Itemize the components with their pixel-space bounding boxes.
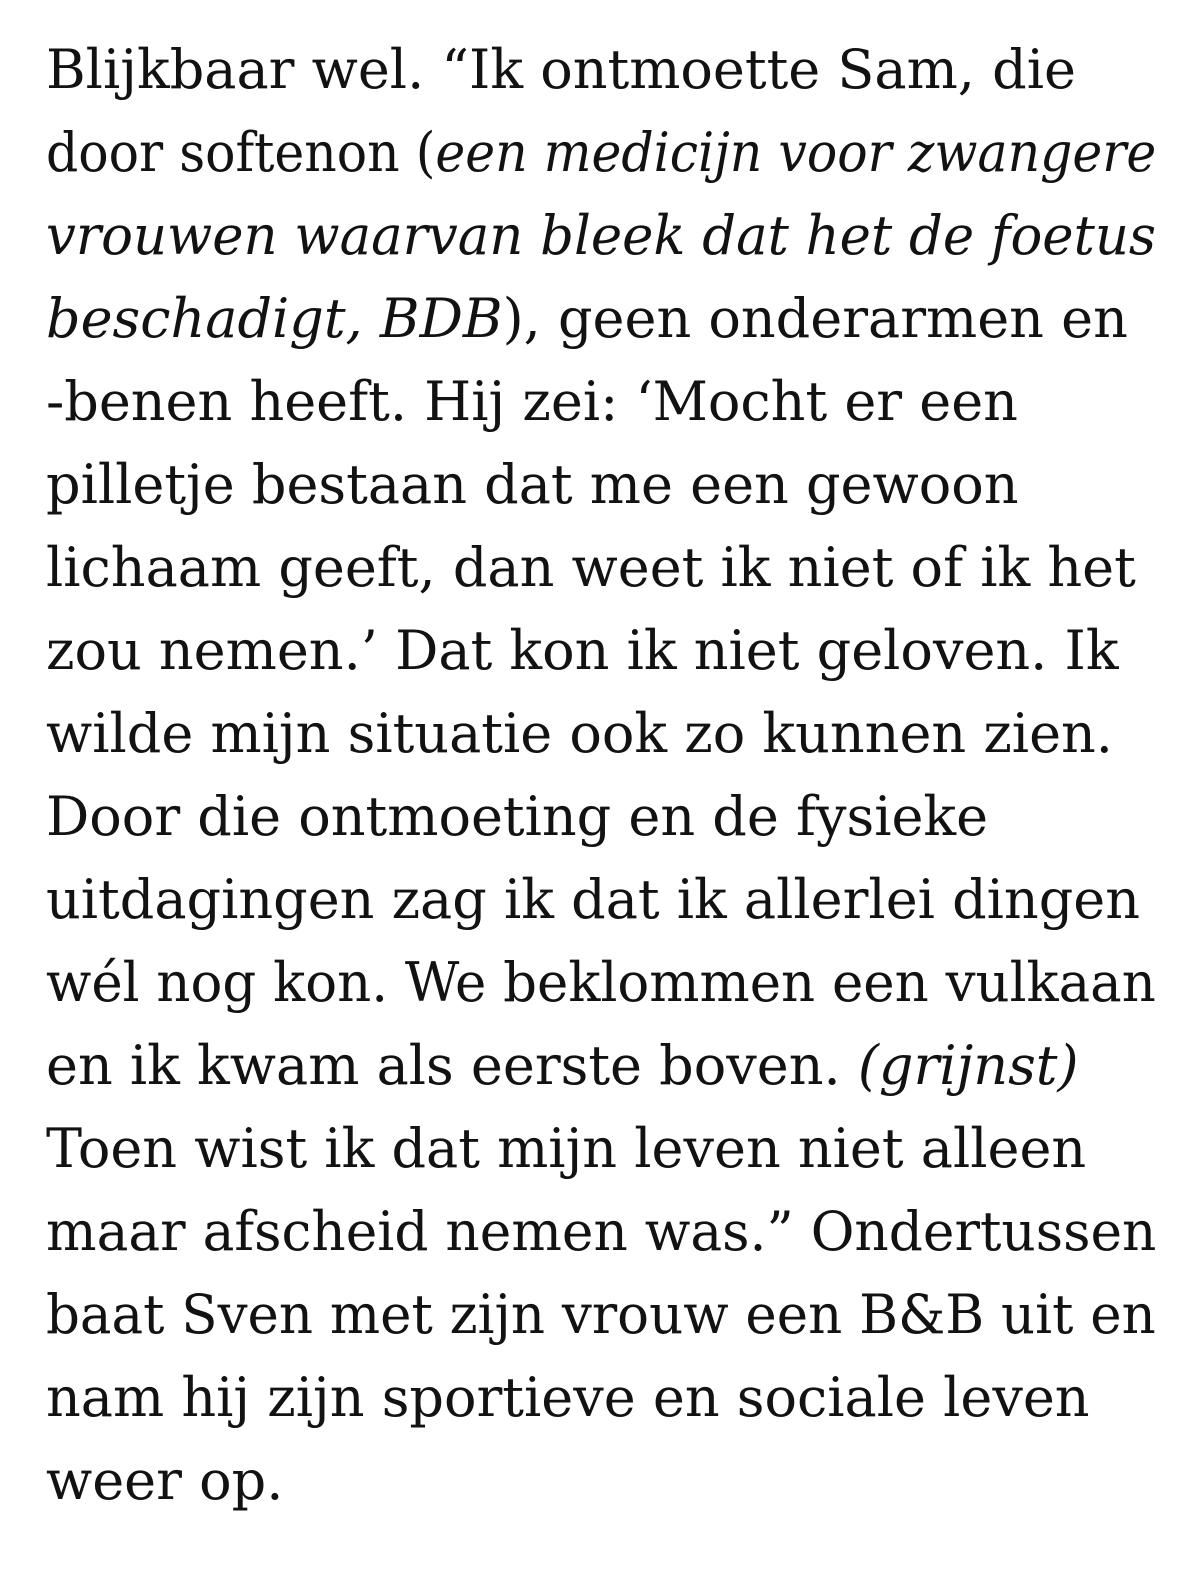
italic-text: vrouwen waarvan bleek dat het de foetus [46, 204, 1156, 267]
body-text: weer op. [46, 1449, 284, 1512]
body-text: en ik kwam als eerste boven. [46, 1034, 858, 1097]
body-text: Toen wist ik dat mijn leven niet alleen [46, 1117, 1087, 1180]
body-text: nam hij zijn sportieve en sociale leven [46, 1366, 1090, 1429]
body-text: uitdagingen zag ik dat ik allerlei dingen [46, 868, 1141, 931]
body-text: lichaam geeft, dan weet ik niet of ik het [46, 536, 1136, 599]
text-line [46, 1356, 1156, 1439]
body-text: Door die ontmoeting en de fysieke [46, 785, 989, 848]
text-line [46, 360, 1156, 443]
body-text: Blijkbaar wel. “Ik ontmoette Sam, die [46, 38, 1076, 101]
italic-text: (grijnst) [857, 1034, 1079, 1097]
text-line [46, 858, 1156, 941]
body-text: maar afscheid nemen was.” Ondertussen [46, 1200, 1157, 1263]
body-text: door softenon ( [46, 121, 436, 184]
text-line [46, 1024, 1156, 1107]
text-line [46, 277, 1156, 360]
text-line [46, 941, 1156, 1024]
body-text: wél nog kon. We beklommen een vulkaan [46, 951, 1156, 1014]
text-line [46, 194, 1156, 277]
body-text: zou nemen.’ Dat kon ik niet geloven. Ik [46, 619, 1119, 682]
text-line [46, 609, 1156, 692]
body-text: wilde mijn situatie ook zo kunnen zien. [46, 702, 1113, 765]
body-text: pilletje bestaan dat me een gewoon [46, 453, 1019, 516]
text-line [46, 1107, 1156, 1190]
text-line [46, 526, 1156, 609]
text-line [46, 28, 1156, 111]
text-line [46, 111, 1157, 194]
italic-text: een medicijn voor zwangere [435, 121, 1157, 184]
text-line [46, 1190, 1157, 1273]
body-text: -benen heeft. Hij zei: ‘Mocht er een [46, 370, 1018, 433]
text-line [46, 443, 1156, 526]
text-line [46, 692, 1156, 775]
body-text: ), geen onderarmen en [502, 287, 1128, 350]
text-line [46, 775, 1156, 858]
article-paragraph [46, 28, 1156, 1522]
body-text: baat Sven met zijn vrouw een B&B uit en [46, 1283, 1156, 1346]
text-line [46, 1273, 1156, 1356]
text-line [46, 1439, 1156, 1522]
italic-text: beschadigt, BDB [46, 287, 503, 350]
